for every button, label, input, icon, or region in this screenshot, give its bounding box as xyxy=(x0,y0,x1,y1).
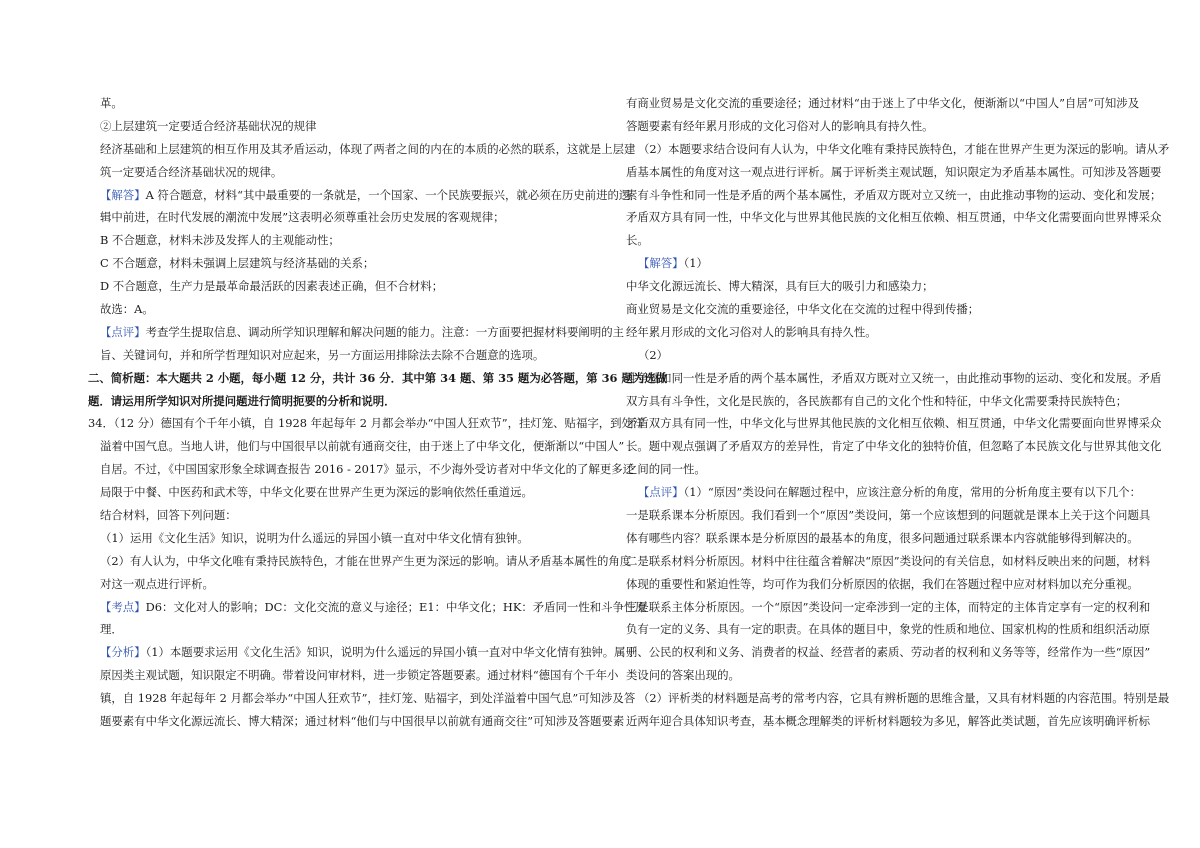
text-line xyxy=(626,687,1170,710)
text-line xyxy=(88,161,578,184)
text-line xyxy=(88,275,578,298)
line-text: 体现的重要性和紧迫性等，均可作为我们分析原因的依据，我们在答题过程中应对材料加以充分重视。 xyxy=(626,576,1139,591)
line-text: （1）“原因”类设问在解题过程中，应该注意分析的角度，常用的分析角度主要有以下几个： xyxy=(683,485,1142,500)
line-text: 经济基础和上层建筑的相互作用及其矛盾运动，体现了两者之间的内在的本质的必然的联系，这就是上层建 xyxy=(100,141,636,156)
line-text: 斗争性和同一性是矛盾的两个基本属性，矛盾双方既对立又统一，由此推动事物的运动、变化和发展。矛盾 xyxy=(626,370,1162,385)
text-line xyxy=(626,504,1151,527)
line-text: 二是联系材料分析原因。材料中往往蕴含着解决“原因”类设问的有关信息，如材料反映出来的问题，材料 xyxy=(626,553,1151,568)
text-line xyxy=(88,504,578,527)
line-text: 经年累月形成的文化习俗对人的影响具有持久性。 xyxy=(626,324,877,339)
line-text: 题要素有中华文化源远流长、博大精深；通过材料“他们与中国很早以前就有通商交往”可知涉及答题要素 xyxy=(100,714,625,729)
line-text: （1）本题要求运用《文化生活》知识，说明为什么遥远的异国小镇一直对中华文化情有独钟。属于 xyxy=(145,645,637,660)
line-text: D6：文化对人的影响；DC：文化交流的意义与途径；E1：中华文化；HK：矛盾同一性和斗争性原 xyxy=(145,599,647,614)
text-line xyxy=(626,344,1116,367)
line-text: （1） xyxy=(683,256,708,271)
text-line xyxy=(88,298,578,321)
text-line xyxy=(626,412,1162,435)
line-text: B 不合题意，材料未涉及发挥人的主观能动性； xyxy=(100,233,340,248)
text-line xyxy=(626,527,1139,550)
line-text: 34．（12 分）德国有个千年小镇，自 1928 年起每年 2 月都会举办“中国人狂欢节”，挂灯笼、贴福字，到处洋 xyxy=(88,416,645,431)
text-line xyxy=(626,92,1140,115)
line-text: D 不合题意，生产力是最革命最活跃的因素表述正确，但不合材料； xyxy=(100,279,444,294)
text-line xyxy=(88,618,578,641)
text-line xyxy=(88,481,578,504)
section-tag: 【考点】 xyxy=(100,599,146,614)
line-text: 近两年迎合具体知识考查，基本概念理解类的评析材料题较为多见，解答此类试题，首先应该明确评析标 xyxy=(626,714,1150,729)
section-tag: 【解答】 xyxy=(638,256,684,271)
line-text: 商业贸易是文化交流的重要途径，中华文化在交流的过程中得到传播； xyxy=(626,302,980,317)
text-line xyxy=(88,596,647,619)
line-text: 结合材料，回答下列问题： xyxy=(100,508,237,523)
line-text: 双方具有斗争性，文化是民族的，各民族都有自己的文化个性和特征，中华文化需要秉持民族特色； xyxy=(626,393,1128,408)
text-line xyxy=(626,138,1170,161)
text-line xyxy=(626,161,1162,184)
text-line xyxy=(626,573,1139,596)
text-line xyxy=(626,390,1128,413)
line-text: C 不合题意，材料未强调上层建筑与经济基础的关系； xyxy=(100,256,375,271)
text-line xyxy=(626,458,1116,481)
text-line xyxy=(626,641,1151,664)
text-line xyxy=(88,527,578,550)
text-line xyxy=(88,367,668,390)
line-text: 之间的同一性。 xyxy=(626,462,706,477)
line-text: 故选：A。 xyxy=(100,302,154,317)
section-tag: 【点评】 xyxy=(100,324,146,339)
text-line xyxy=(626,298,1116,321)
line-text: 辑中前进，在时代发展的潮流中发展”这表明必须尊重社会历史发展的客观规律； xyxy=(100,210,505,225)
text-line xyxy=(626,367,1162,390)
text-line xyxy=(88,184,631,207)
line-text: 溢着中国气息。当地人讲，他们与中国很早以前就有通商交往，由于迷上了中华文化，便渐渐以“中国人” xyxy=(100,439,625,454)
line-text: 二、简析题：本大题共 2 小题，每小题 12 分，共计 36 分．其中第 34 题、第 35 题为必答题，第 36 题为选做 xyxy=(88,370,668,385)
line-text: 理． xyxy=(100,622,123,637)
text-line xyxy=(626,710,1150,733)
text-line xyxy=(626,618,1150,641)
line-text: 体有哪些内容？联系课本是分析原因的最基本的角度，很多问题通过联系课本内容就能够得到解决的。 xyxy=(626,530,1139,545)
line-text: 有商业贸易是文化交流的重要途径；通过材料“由于迷上了中华文化，便渐渐以“中国人”自居”可知涉及 xyxy=(626,96,1140,110)
text-line xyxy=(626,550,1151,573)
text-line xyxy=(626,664,1116,687)
text-line xyxy=(626,229,1116,252)
line-text: 长。题中观点强调了矛盾双方的差异性，肯定了中华文化的独特价值，但忽略了本民族文化与世界其他文化 xyxy=(626,439,1162,454)
line-text: 局限于中餐、中医药和武术等，中华文化要在世界产生更为深远的影响依然任重道远。 xyxy=(100,485,533,500)
text-line xyxy=(88,321,624,344)
text-line xyxy=(88,573,578,596)
line-text: 中华文化源远流长、博大精深，具有巨大的吸引力和感染力； xyxy=(626,279,934,294)
text-line xyxy=(88,550,632,573)
line-text: （2）有人认为，中华文化唯有秉持民族特色，才能在世界产生更为深远的影响。请从矛盾基本属性的角度 xyxy=(100,553,632,568)
line-text: 长。 xyxy=(626,233,649,248)
text-line xyxy=(88,458,635,481)
line-text: 矛盾双方具有同一性，中华文化与世界其他民族的文化相互依赖、相互贯通，中华文化需要面向世界博采众 xyxy=(626,210,1162,225)
line-text: （2） xyxy=(638,347,669,362)
line-text: 则、公民的权利和义务、消费者的权益、经营者的素质、劳动者的权利和义务等等，经常作为一些“原因” xyxy=(626,645,1151,660)
text-line xyxy=(88,206,578,229)
line-text: A 符合题意，材料“其中最重要的一条就是，一个国家、一个民族要振兴，就必须在历史前进的逻 xyxy=(145,187,631,202)
text-line xyxy=(88,115,578,138)
right-column xyxy=(626,92,1170,733)
line-text: 负有一定的义务、具有一定的职责。在具体的题目中，象党的性质和地位、国家机构的性质和组织活动原 xyxy=(626,622,1150,637)
text-line xyxy=(626,206,1162,229)
line-text: 筑一定要适合经济基础状况的规律。 xyxy=(100,164,283,179)
text-line xyxy=(88,641,637,664)
text-line xyxy=(88,252,578,275)
text-line xyxy=(626,321,1116,344)
section-tag: 【分析】 xyxy=(100,645,146,660)
line-text: ②上层建筑一定要适合经济基础状况的规律 xyxy=(100,118,317,133)
text-line xyxy=(88,435,625,458)
line-text: 考查学生提取信息、调动所学知识理解和解决问题的能力。注意：一方面要把握材料要阐明的主 xyxy=(145,324,624,339)
line-text: 盾基本属性的角度对这一观点进行评析。属于评析类主观试题，知识限定为矛盾基本属性。可知涉及答题要 xyxy=(626,164,1162,179)
text-line xyxy=(626,596,1151,619)
text-line xyxy=(88,138,636,161)
text-line xyxy=(626,275,1116,298)
line-text: 一是联系课本分析原因。我们看到一个“原因”类设问，第一个应该想到的问题就是课本上关于这个问题具 xyxy=(626,508,1151,523)
section-tag: 【解答】 xyxy=(100,187,146,202)
text-line xyxy=(88,687,636,710)
text-line xyxy=(88,664,619,687)
line-text: 旨、关键词句，并和所学哲理知识对应起来，另一方面运用排除法去除不合题意的选项。 xyxy=(100,347,545,362)
line-text: （2）评析类的材料题是高考的常考内容，它具有辨析题的思维含量，又具有材料题的内容范围。特别是最 xyxy=(638,691,1170,706)
section-tag: 【点评】 xyxy=(638,485,684,500)
line-text: （2）本题要求结合设问有人认为，中华文化唯有秉持民族特色，才能在世界产生更为深远的影响。请从矛 xyxy=(638,141,1170,156)
text-line xyxy=(88,92,578,115)
text-line xyxy=(88,710,625,733)
text-line xyxy=(626,481,1142,504)
text-line xyxy=(88,229,578,252)
text-line xyxy=(88,344,578,367)
line-text: 三是联系主体分析原因。一个“原因”类设问一定牵涉到一定的主体，而特定的主体肯定享有一定的权利和 xyxy=(626,599,1151,614)
line-text: 革。 xyxy=(100,96,123,110)
text-line xyxy=(626,115,1116,138)
text-line xyxy=(626,184,1162,207)
line-text: 题．请运用所学知识对所提问题进行简明扼要的分析和说明． xyxy=(88,393,396,408)
text-line xyxy=(88,412,645,435)
line-text: 类设问的答案出现的。 xyxy=(626,668,740,683)
line-text: 原因类主观试题，知识限定不明确。带着设问审材料，进一步锁定答题要素。通过材料“德国有个千年小 xyxy=(100,668,619,683)
text-line xyxy=(88,390,578,413)
line-text: （1）运用《文化生活》知识，说明为什么遥远的异国小镇一直对中华文化情有独钟。 xyxy=(100,530,529,545)
line-text: 自居。不过，《中国国家形象全球调查报告 2016 - 2017》显示，不少海外受访者对中华文化的了解更多还 xyxy=(100,462,635,477)
text-line xyxy=(626,435,1162,458)
text-line xyxy=(626,252,1116,275)
line-text: 答题要素有经年累月形成的文化习俗对人的影响具有持久性。 xyxy=(626,118,934,133)
line-text: 镇，自 1928 年起每年 2 月都会举办“中国人狂欢节”，挂灯笼、贴福字，到处洋溢着中国气息”可知涉及答 xyxy=(100,691,636,706)
line-text: 对这一观点进行评析。 xyxy=(100,576,214,591)
line-text: 素有斗争性和同一性是矛盾的两个基本属性，矛盾双方既对立又统一，由此推动事物的运动、变化和发展； xyxy=(626,187,1162,202)
line-text: 矛盾双方具有同一性，中华文化与世界其他民族的文化相互依赖、相互贯通，中华文化需要面向世界博采众 xyxy=(626,416,1162,431)
